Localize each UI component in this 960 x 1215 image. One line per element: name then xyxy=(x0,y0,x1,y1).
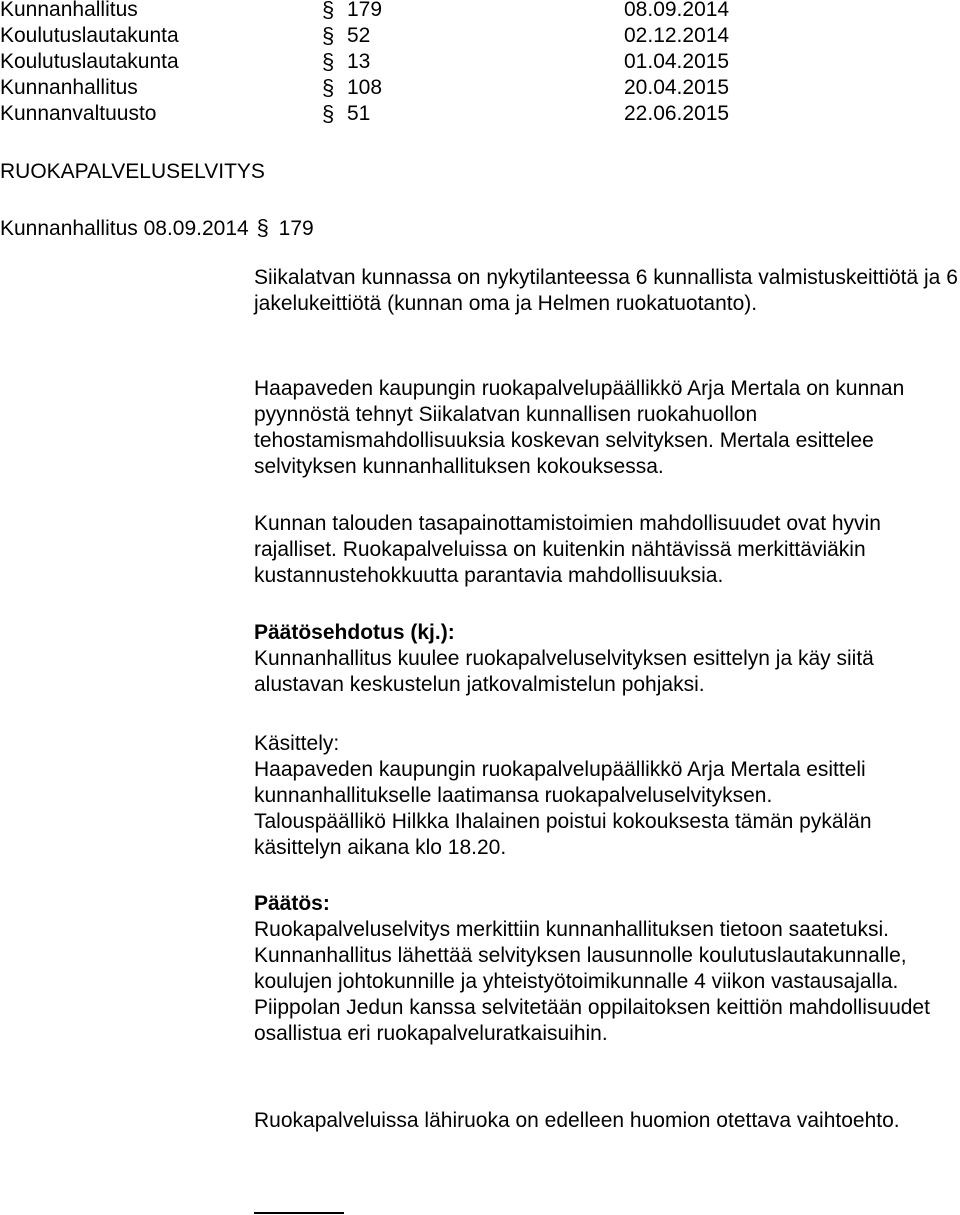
decision-text: Kunnanhallitus lähettää selvityksen lausunnolle koulutuslautakunnalle, koulujen johtokunnille ja yhteistyötoimikunnalle 4 viikon vastausajalla. xyxy=(254,944,907,993)
section-sign: § xyxy=(322,23,335,48)
paragraph-text: Kunnan talouden tasapainottamistoimien mahdollisuudet ovat hyvin rajalliset. Ruokapalveluissa on kuitenkin nähtävissä merkittäviäkin kustannustehokkuutta parantavia mahdollisuuksia. xyxy=(254,512,881,587)
session-line xyxy=(0,215,314,242)
session-prefix: Kunnanhallitus 08.09.2014 xyxy=(0,217,249,240)
signature-rule xyxy=(254,1212,344,1214)
handling-section xyxy=(254,731,960,861)
section-sign: § xyxy=(322,49,335,74)
history-date: 01.04.2015 xyxy=(624,50,730,73)
section-sign: § xyxy=(322,101,335,126)
history-date: 02.12.2014 xyxy=(624,24,730,47)
decision-text: Piippolan Jedun kanssa selvitetään oppilaitoksen keittiön mahdollisuudet osallistua eri ruokapalveluratkaisuihin. xyxy=(254,996,930,1045)
handling-text: Talouspäällikö Hilkka Ihalainen poistui kokouksesta tämän pykälän käsittelyn aikana klo 18.20. xyxy=(254,810,872,859)
paragraph-economy xyxy=(254,511,960,589)
paragraph-report xyxy=(254,376,960,480)
history-body: Kunnanhallitus xyxy=(0,0,138,21)
history-body: Kunnanvaltuusto xyxy=(0,102,157,125)
paragraph-text: Haapaveden kaupungin ruokapalvelupäällikkö Arja Mertala on kunnan pyynnöstä tehnyt Siikalatvan kunnallisen ruokahuollon tehostamismahdollisuuksia koskevan selvityksen. Mertala esittelee selvityksen kunnanhallituksen kokouksessa. xyxy=(254,377,905,478)
closing-text: Ruokapalveluissa lähiruoka on edelleen huomion otettava vaihtoehto. xyxy=(254,1109,900,1132)
handling-text: Haapaveden kaupungin ruokapalvelupäällikkö Arja Mertala esitteli kunnanhallitukselle laatimansa ruokapalveluselvityksen. xyxy=(254,758,866,807)
history-date: 22.06.2015 xyxy=(624,102,730,125)
proposal-section xyxy=(254,620,960,698)
decision-section xyxy=(254,891,960,1047)
paragraph-situation xyxy=(254,265,960,317)
paragraph-text: Siikalatvan kunnassa on nykytilanteessa 6 kunnallista valmistuskeittiötä ja 6 jakelukeittiötä (kunnan oma ja Helmen ruokatuotanto). xyxy=(254,266,958,315)
history-number: 108 xyxy=(347,76,383,99)
history-body: Koulutuslautakunta xyxy=(0,50,179,73)
history-number: 179 xyxy=(347,0,383,21)
proposal-heading: Päätösehdotus (kj.): xyxy=(254,621,455,644)
decision-text: Ruokapalveluselvitys merkittiin kunnanhallituksen tietoon saatetuksi. xyxy=(254,918,890,941)
proposal-text: Kunnanhallitus kuulee ruokapalveluselvityksen esittelyn ja käy siitä alustavan keskustelun jatkovalmistelun pohjaksi. xyxy=(254,647,874,696)
closing-paragraph xyxy=(254,1108,960,1134)
page-title: RUOKAPALVELUSELVITYS xyxy=(0,160,265,183)
handling-heading: Käsittely: xyxy=(254,732,340,755)
decision-heading: Päätös: xyxy=(254,892,330,915)
history-number: 52 xyxy=(347,24,371,47)
history-number: 51 xyxy=(347,102,371,125)
section-sign: § xyxy=(322,0,335,22)
history-date: 20.04.2015 xyxy=(624,76,730,99)
history-body: Koulutuslautakunta xyxy=(0,24,179,47)
section-sign: § xyxy=(322,75,335,100)
history-body: Kunnanhallitus xyxy=(0,76,138,99)
history-date: 08.09.2014 xyxy=(624,0,730,21)
section-sign: § xyxy=(256,215,269,240)
history-number: 13 xyxy=(347,50,371,73)
session-number: 179 xyxy=(278,217,314,240)
